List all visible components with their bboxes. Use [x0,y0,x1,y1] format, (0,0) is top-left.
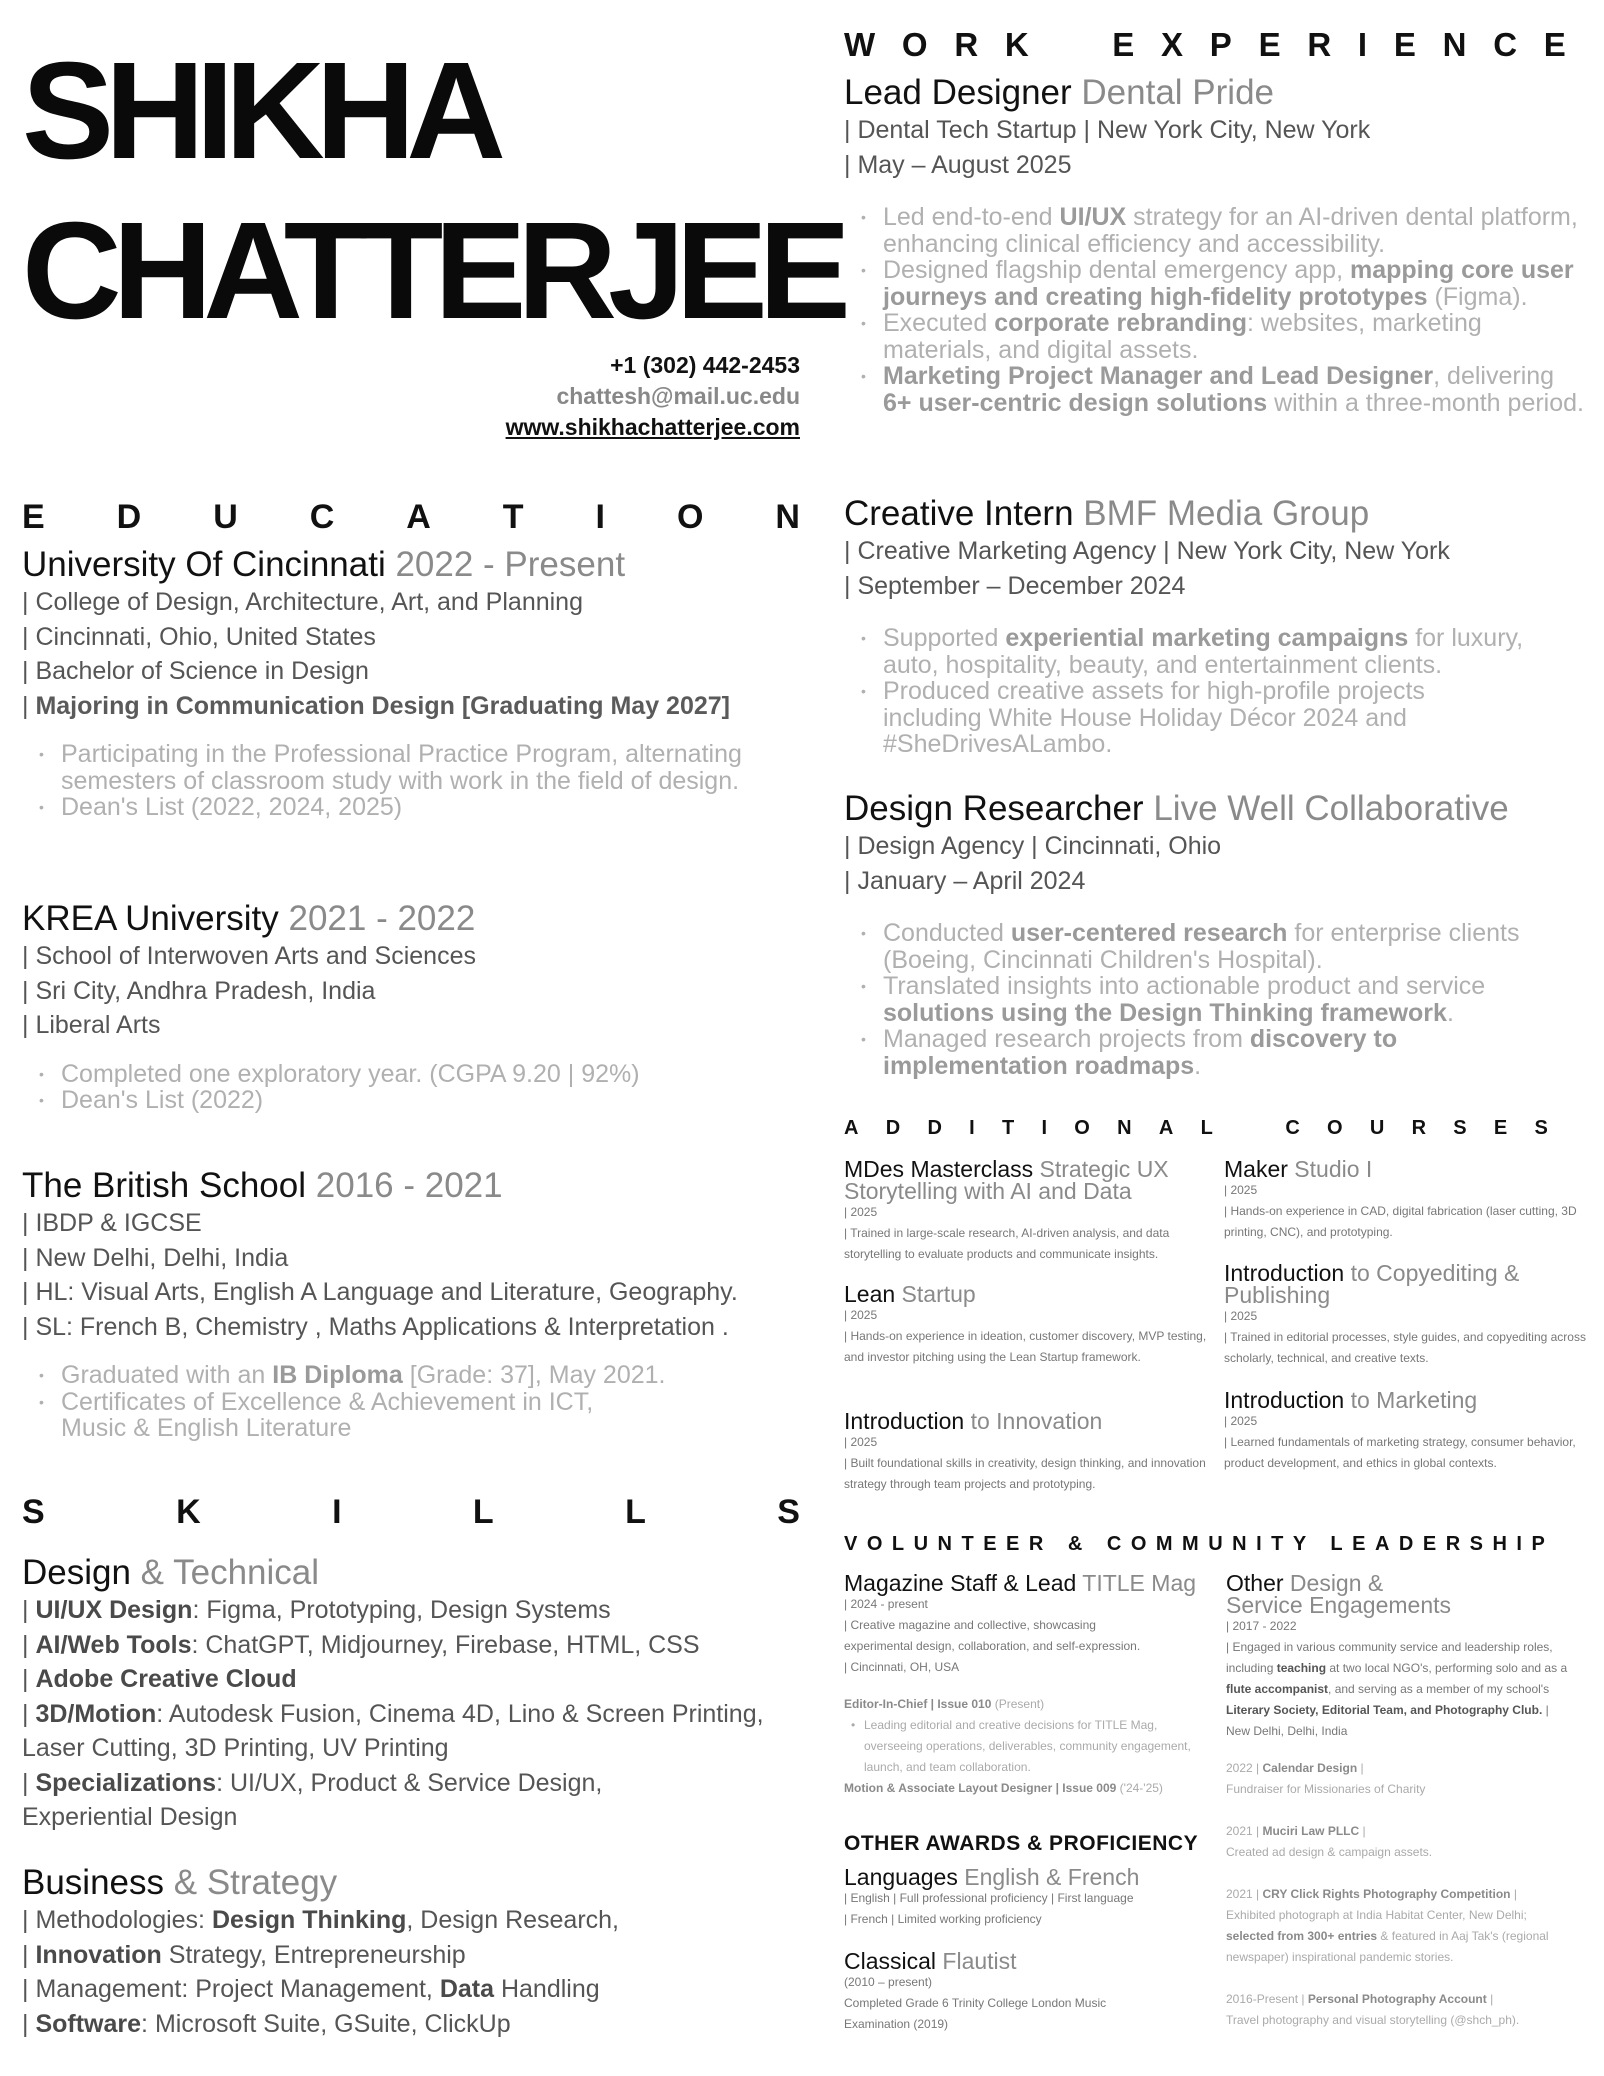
school-years: 2016 - 2021 [315,1166,503,1205]
school-name: KREA University [22,899,279,938]
list-item: • Managed research projects from discovery to implementation roadmaps. [844,1026,1584,1079]
skills-business: Business & Strategy | Methodologies: Design Thinking, Design Research, | Innovation Strategy, Entrepreneurship | Management: Project Management, Data Handling | Software: Microsoft Suite, GSuite, ClickUp [22,1863,620,2038]
list-item: • Graduated with an IB Diploma [Grade: 37], May 2021. [22,1362,800,1389]
list-item: • Conducted user-centered research for enterprise clients (Boeing, Cincinnati Children's Hospital). [844,920,1584,973]
volunteer-heading: VOLUNTEER & COMMUNITY LEADERSHIP [844,1533,1555,1555]
skills-heading: S K I L L S [22,1493,800,1531]
email-link[interactable]: chattesh@mail.uc.edu [556,383,800,409]
school-krea: KREA University 2021 - 2022 | School of Interwoven Arts and Sciences | Sri City, Andhra Pradesh, India | Liberal Arts • Completed one exploratory year. (CGPA 9.20 | 92%) • Dean's List (2022) [22,899,800,1114]
job-live-well: Design Researcher Live Well Collaborative | Design Agency | Cincinnati, Ohio | January – April 2024 • Conducted user-centered research for enterprise clients (Boeing, Cincinnati Children's Hospital). • Translated insights into actionable product and service solutions using the Design Thinking framework. • Managed research projects from discovery to implementation roadmaps. [844,789,1584,1079]
awards-heading: OTHER AWARDS & PROFICIENCY [844,1832,1199,1855]
list-item: • Certificates of Excellence & Achievement in ICT, Music & English Literature [22,1389,800,1442]
course-item: Introduction to Innovation | 2025 | Built foundational skills in creativity, design thinking, and innovation strategy through team projects and prototyping. [844,1408,1206,1491]
phone: +1 (302) 442-2453 [610,352,800,378]
list-item: • Dean's List (2022, 2024, 2025) [22,794,800,821]
first-name: SHIKHA [22,34,498,188]
work-heading: W O R K E X P E R I E N C E [844,26,1566,63]
job-dental-pride: Lead Designer Dental Pride | Dental Tech Startup | New York City, New York | May – August 2025 • Led end-to-end UI/UX strategy for an AI-driven dental platform, enhancing clinical efficiency and accessibility. • Designed flagship dental emergency app, mapping core user journeys and creating high-fidelity prototypes (Figma). • Executed corporate rebranding: websites, marketing materials, and digital assets. • Marketing Project Manager and Lead Designer, delivering 6+ user-centric design solutions within a three-month period. [844,73,1584,416]
school-british: The British School 2016 - 2021 | IBDP & IGCSE | New Delhi, Delhi, India | HL: Visual Arts, English A Language and Literature, Geography. | SL: French B, Chemistry , Maths Applications & Interpretation . • Graduated with an IB Diploma [Grade: 37], May 2021. • Certificates of Excellence & Achievement in ICT, Music & English Literature [22,1166,800,1442]
contact-block [506,350,800,443]
school-bullets [22,1061,800,1114]
course-item: MDes Masterclass Strategic UX Storytelling with AI and Data | 2025 | Trained in large-scale research, AI-driven analysis, and data storytelling to evaluate products and communicate insights. [844,1156,1170,1261]
list-item: • Supported experiential marketing campaigns for luxury, auto, hospitality, beauty, and entertainment clients. [844,625,1584,678]
list-item: • Completed one exploratory year. (CGPA 9.20 | 92%) [22,1061,800,1088]
school-uc: University Of Cincinnati 2022 - Present | College of Design, Architecture, Art, and Planning | Cincinnati, Ohio, United States | Bachelor of Science in Design | Majoring in Communication Design [Graduating May 2027] • Participating in the Professional Practice Program, alternating semesters of classroom study with work in the field of design. • Dean's List (2022, 2024, 2025) [22,545,800,821]
website-link[interactable]: www.shikhachatterjee.com [505,414,800,440]
list-item: • Led end-to-end UI/UX strategy for an AI-driven dental platform, enhancing clinical efficiency and accessibility. [844,204,1584,257]
courses-heading: A D D I T I O N A L C O U R S E S [844,1117,1548,1139]
course-item: Introduction to Marketing | 2025 | Learned fundamentals of marketing strategy, consumer behavior, product development, and ethics in global contexts. [1224,1387,1576,1470]
school-name: University Of Cincinnati [22,545,386,584]
list-item: • Designed flagship dental emergency app, mapping core user journeys and creating high-fidelity prototypes (Figma). [844,257,1584,310]
school-years: 2021 - 2022 [288,899,476,938]
list-item: • Participating in the Professional Practice Program, alternating semesters of classroom study with work in the field of design. [22,741,800,794]
list-item: • Translated insights into actionable product and service solutions using the Design Thinking framework. [844,973,1584,1026]
school-years: 2022 - Present [395,545,626,584]
school-name: The British School [22,1166,307,1205]
volunteer-other: Other Design & Service Engagements | 2017 - 2022 | Engaged in various community service and leadership roles, including teaching at two local NGO's, performing solo and as a flute accompanist, and serving as a member of my school's Literary Society, Editorial Team, and Photography Club. | New Delhi, Delhi, India 2022 | Calendar Design | Fundraiser for Missionaries of Charity 2021 | Muciri Law PLLC | Created ad design & campaign assets. 2021 | CRY Click Rights Photography Competition | Exhibited photograph at India Habitat Center, New Delhi; selected from 300+ entries & featured in Aaj Tak's (regional newspaper) inspirational pandemic stories. 2016-Present | Personal Photography Account | Travel photography and visual storytelling (@shch_ph). [1226,1570,1568,2027]
list-item: • Executed corporate rebranding: websites, marketing materials, and digital assets. [844,310,1584,363]
course-item: Lean Startup | 2025 | Hands-on experience in ideation, customer discovery, MVP testing, and investor pitching using the Lean Startup framework. [844,1281,1207,1364]
course-item: Introduction to Copyediting & Publishing | 2025 | Trained in editorial processes, style guides, and copyediting across scholarly, technical, and creative texts. [1224,1260,1586,1365]
school-bullets [22,741,800,821]
education-heading: E D U C A T I O N [22,498,800,536]
list-item: • Marketing Project Manager and Lead Designer, delivering 6+ user-centric design solutions within a three-month period. [844,363,1584,416]
volunteer-magazine: Magazine Staff & Lead TITLE Mag | 2024 - present | Creative magazine and collective, showcasing experimental design, collaboration, and self-expression. | Cincinnati, OH, USA Editor-In-Chief | Issue 010 (Present) • Leading editorial and creative decisions for TITLE Mag, overseeing operations, deliverables, community engagement, launch, and team collaboration. Motion & Associate Layout Designer | Issue 009 ('24-'25) [844,1570,1197,1795]
course-item: Maker Studio I | 2025 | Hands-on experience in CAD, digital fabrication (laser cutting, 3D printing, CNC), and prototyping. [1224,1156,1577,1239]
skills-design: Design & Technical | UI/UX Design: Figma, Prototyping, Design Systems | AI/Web Tools: ChatGPT, Midjourney, Firebase, HTML, CSS | Adobe Creative Cloud | 3D/Motion: Autodesk Fusion, Cinema 4D, Lino & Screen Printing, Laser Cutting, 3D Printing, UV Printing | Specializations: UI/UX, Product & Service Design, Experiential Design [22,1553,764,1831]
list-item: • Produced creative assets for high-profile projects including White House Holiday Décor 2024 and #SheDrivesALambo. [844,678,1584,758]
awards-classical: Classical Flautist (2010 – present) Completed Grade 6 Trinity College London Music Examination (2019) [844,1948,1107,2031]
awards-languages: Languages English & French | English | Full professional proficiency | First language | French | Limited working proficiency [844,1864,1140,1926]
job-bmf: Creative Intern BMF Media Group | Creative Marketing Agency | New York City, New York | September – December 2024 • Supported experiential marketing campaigns for luxury, auto, hospitality, beauty, and entertainment clients. • Produced creative assets for high-profile projects including White House Holiday Décor 2024 and #SheDrivesALambo. [844,494,1584,758]
school-bullets [22,1362,800,1442]
last-name: CHATTERJEE [22,194,842,348]
list-item: • Dean's List (2022) [22,1087,800,1114]
